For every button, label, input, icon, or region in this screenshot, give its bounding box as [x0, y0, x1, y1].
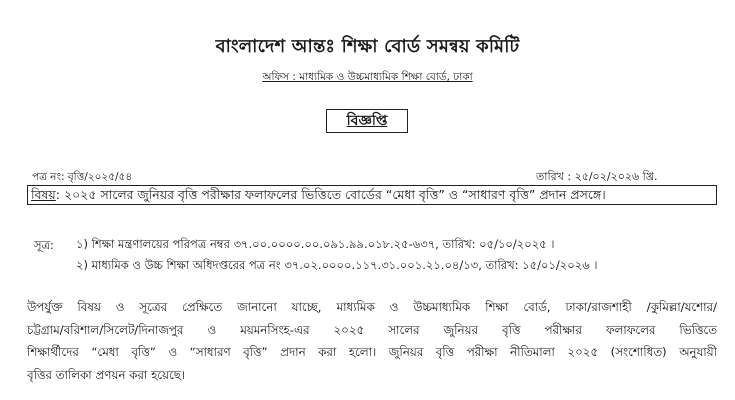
body-line: উপর্যুক্ত বিষয় ও সূত্রের প্রেক্ষিতে জানানো যাচ্ছে, মাধ্যমিক ও উচ্চমাধ্যমিক শিক্ষা বোর্ড, ঢাকা/রাজশাহী /কুমিল্লা/যশোর/ [27, 300, 717, 314]
issue-date: তারিখ : ২৫/০২/২০২৬ খ্রি. [536, 170, 658, 183]
committee-title: বাংলাদেশ আন্তঃ শিক্ষা বোর্ড সমন্বয় কমিটি [215, 36, 520, 57]
body-line: চট্টগ্রাম/বরিশাল/সিলেট/দিনাজপুর ও ময়মনসিংহ-এর ২০২৫ সালের জুনিয়র বৃত্তি পরীক্ষার ফলাফলের ভিত্তিতে [27, 322, 717, 337]
notice-heading-box [326, 109, 408, 133]
body-line: বৃত্তির তালিকা প্রণয়ন করা হয়েছে। [27, 367, 186, 382]
memo-number: পত্র নং: বৃত্তি/২০২৫/৫৪ [32, 171, 133, 183]
office-address-text: অফিস : মাধ্যমিক ও উচ্চমাধ্যমিক শিক্ষা বোর্ড, ঢাকা [262, 71, 473, 83]
office-address [0, 70, 735, 87]
reference-item: ১) শিক্ষা মন্ত্রণালয়ের পরিপত্র নম্বর ৩৭.০০.০০০০.০০.০৯১.৯৯.০১৮.২৫-৬৩৭, তারিখ: ০৫/১০/২০২৫ । [76, 237, 555, 251]
body-paragraph [27, 296, 717, 386]
reference-label: সূত্র: [34, 238, 54, 252]
notice-heading: বিজ্ঞপ্তি [346, 113, 388, 129]
reference-item: ২) মাধ্যমিক ও উচ্চ শিক্ষা অধিদপ্তরের পত্র নং ৩৭.০২.০০০০.১১৭.৩১.০০১.২১.০৪/১৩, তারিখ: ১৫/০১/২০২৬ । [76, 258, 598, 272]
subject-box [27, 185, 717, 205]
body-line: শিক্ষার্থীদের “মেধা বৃত্তি” ও “সাধারণ বৃত্তি” প্রদান করা হলো। জুনিয়র বৃত্তি পরীক্ষা নীতিমালা ২০২৫ (সংশোধিত) অনুযায়ী [27, 345, 717, 359]
subject-text: : ২০২৫ সালের জুনিয়র বৃত্তি পরীক্ষার ফলাফলের ভিত্তিতে বোর্ডের “মেধা বৃত্তি” ও “সাধারণ বৃত্তি” প্রদান প্রসঙ্গে। [55, 187, 606, 202]
subject-label: বিষয় [31, 187, 56, 202]
